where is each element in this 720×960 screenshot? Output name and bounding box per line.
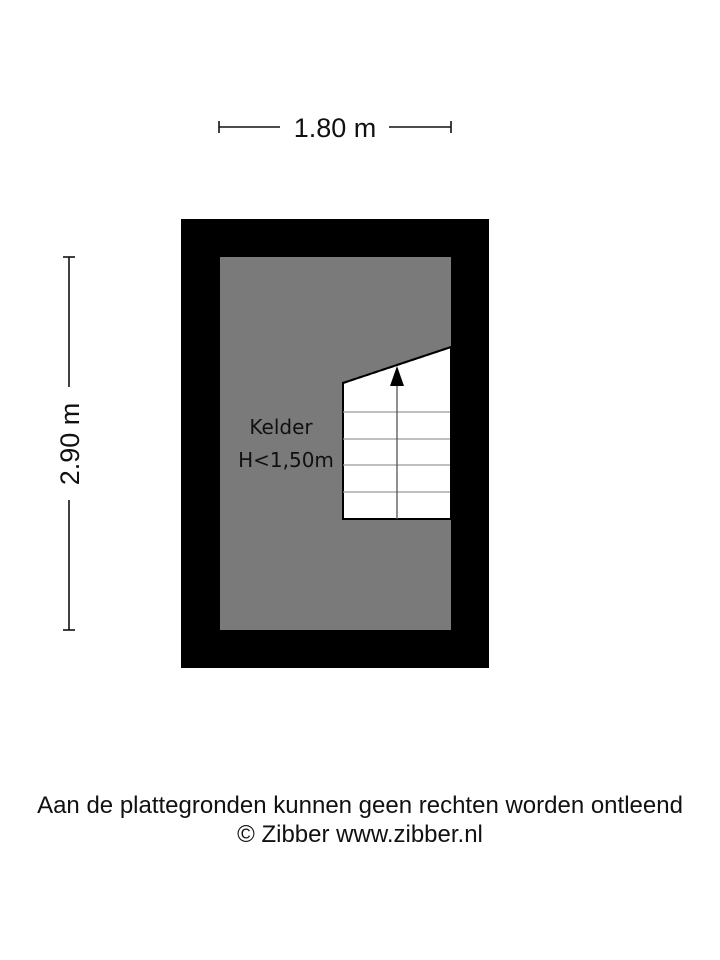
copyright-text: © Zibber www.zibber.nl <box>237 821 483 848</box>
height-dimension <box>55 257 85 630</box>
width-dimension-label: 1.80 m <box>293 113 377 143</box>
height-dimension-label: 2.90 m <box>55 402 85 486</box>
room-height-label: H<1,50m <box>238 448 334 472</box>
width-dimension <box>219 113 451 143</box>
room-name-label: Kelder <box>249 415 313 439</box>
disclaimer-text: Aan de plattegronden kunnen geen rechten worden ontleend <box>37 792 683 819</box>
